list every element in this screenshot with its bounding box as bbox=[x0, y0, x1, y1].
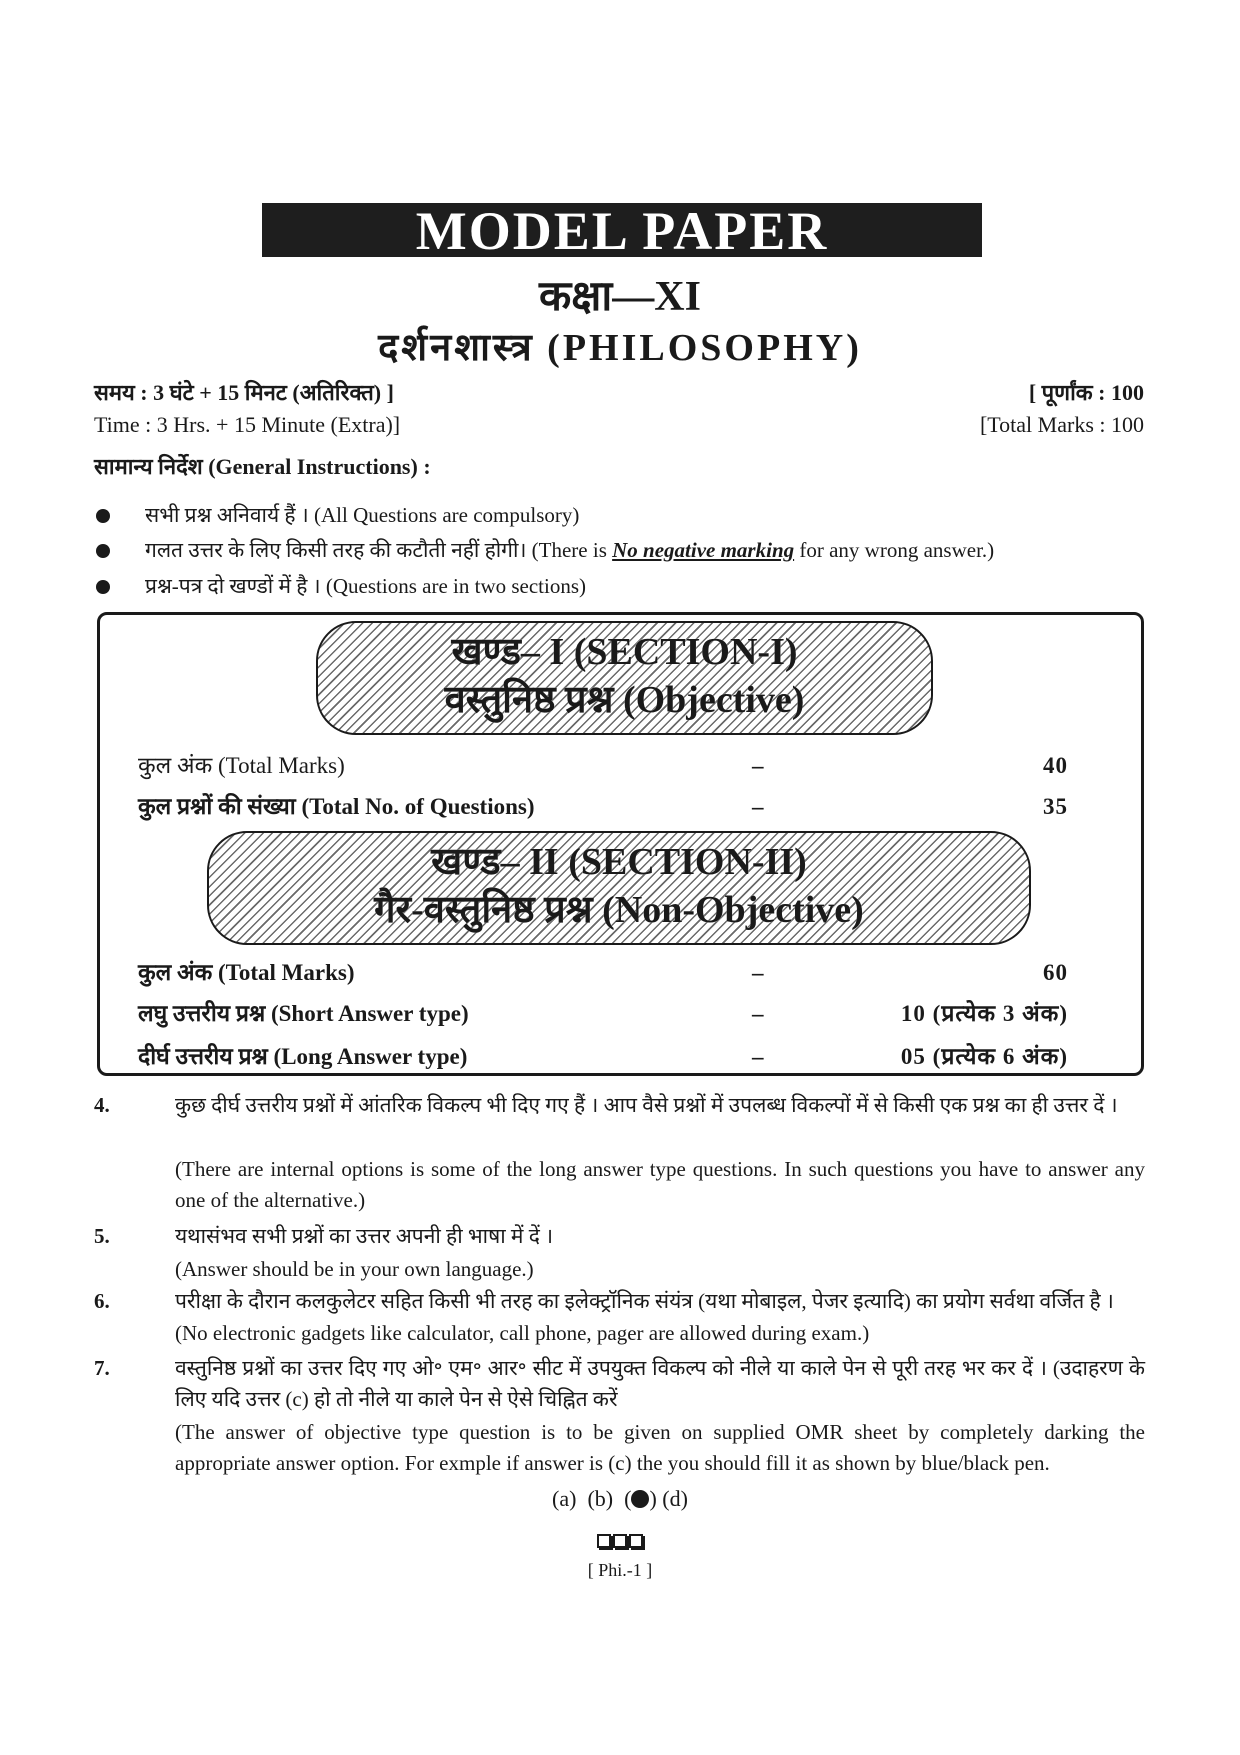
section-1-subheading: वस्तुनिष्ठ प्रश्न (Objective) bbox=[444, 679, 805, 721]
omr-option-c-close: ) bbox=[649, 1486, 657, 1511]
omr-example bbox=[0, 1484, 1240, 1514]
section-2-heading: खण्ड– II (SECTION-II) bbox=[431, 841, 807, 883]
marks-hindi: [ पूर्णांक : 100 bbox=[1028, 380, 1144, 405]
marks-english: [Total Marks : 100 bbox=[979, 412, 1144, 437]
item-7-english: (The answer of objective type question is to be given on supplied OMR sheet by completely darking the appropriate answer option. For exmple if answer is (c) the you should fill it as shown by blue/black pen. bbox=[175, 1420, 1145, 1475]
instruction-1: सभी प्रश्न अनिवार्य हैं । (All Questions are compulsory) bbox=[145, 503, 580, 527]
omr-option-b: (b) bbox=[587, 1486, 614, 1511]
bullet-icon bbox=[96, 509, 110, 523]
omr-option-a: (a) bbox=[552, 1486, 577, 1511]
item-6-number: 6. bbox=[94, 1289, 110, 1313]
bullet-icon bbox=[96, 580, 110, 594]
item-7-number: 7. bbox=[94, 1356, 110, 1380]
section-1-pill bbox=[316, 621, 933, 735]
filled-bubble-icon bbox=[631, 1490, 649, 1508]
title-banner: MODEL PAPER bbox=[262, 203, 982, 257]
subject-heading: दर्शनशास्त्र (PHILOSOPHY) bbox=[378, 327, 862, 369]
s2-long-answer-value: 05 (प्रत्येक 6 अंक) bbox=[900, 1044, 1068, 1069]
section-2-subheading: गैर-वस्तुनिष्ठ प्रश्न (Non-Objective) bbox=[374, 889, 864, 931]
item-4-number: 4. bbox=[94, 1093, 110, 1117]
class-heading: कक्षा—XI bbox=[539, 274, 701, 320]
item-5-hindi: यथासंभव सभी प्रश्नों का उत्तर अपनी ही भाषा में दें । bbox=[175, 1224, 554, 1248]
item-4-english: (There are internal options is some of the long answer type questions. In such questions you have to answer any one of the alternative.) bbox=[175, 1157, 1145, 1212]
no-negative-marking-emphasis: No negative marking bbox=[612, 538, 795, 562]
item-5-number: 5. bbox=[94, 1224, 110, 1248]
end-marker-icons bbox=[0, 1528, 1240, 1554]
item-6-english: (No electronic gadgets like calculator, call phone, pager are allowed during exam.) bbox=[175, 1321, 870, 1345]
section-2-pill bbox=[207, 831, 1031, 945]
instruction-2-text: गलत उत्तर के लिए किसी तरह की कटौती नहीं होगी। (There is bbox=[145, 538, 607, 562]
item-6-hindi: परीक्षा के दौरान कलकुलेटर सहित किसी भी तरह का इलेक्ट्रॉनिक संयंत्र (यथा मोबाइल, पेजर इत्यादि) का प्रयोग सर्वथा वर्जित है । bbox=[175, 1289, 1114, 1313]
s2-short-answer-dash: – bbox=[752, 1001, 764, 1026]
section-1-heading: खण्ड– I (SECTION-I) bbox=[451, 631, 798, 673]
s2-long-answer-label: दीर्घ उत्तरीय प्रश्न (Long Answer type) bbox=[138, 1044, 468, 1069]
square-icon bbox=[613, 1534, 627, 1548]
instruction-2 bbox=[145, 535, 994, 565]
omr-option-c-open: ( bbox=[624, 1486, 632, 1511]
s1-total-questions-label: कुल प्रश्नों की संख्या (Total No. of Questions) bbox=[138, 794, 535, 819]
bullet-icon bbox=[96, 544, 110, 558]
s1-total-marks-label: कुल अंक (Total Marks) bbox=[138, 753, 345, 778]
item-7-hindi: वस्तुनिष्ठ प्रश्नों का उत्तर दिए गए ओ॰ एम॰ आर॰ सीट में उपयुक्त विकल्प को नीले या काले पेन से पूरी तरह भर कर दें । (उदाहरण के लिए यदि उत्तर (c) हो तो नीले या काले पेन से ऐसे चिह्नित करें bbox=[175, 1356, 1145, 1411]
time-hindi: समय : 3 घंटे + 15 मिनट (अतिरिक्त) ] bbox=[94, 380, 394, 405]
instruction-2-tail: for any wrong answer.) bbox=[794, 538, 995, 562]
s1-total-questions-dash: – bbox=[752, 794, 764, 819]
s1-total-marks-dash: – bbox=[752, 753, 764, 778]
instruction-3: प्रश्न-पत्र दो खण्डों में है । (Questions are in two sections) bbox=[145, 574, 587, 598]
instructions-title: सामान्य निर्देश (General Instructions) : bbox=[94, 454, 431, 479]
item-4-hindi: कुछ दीर्घ उत्तरीय प्रश्नों में आंतरिक विकल्प भी दिए गए हैं । आप वैसे प्रश्नों में उपलब्ध विकल्पों में से किसी एक प्रश्न का ही उत्तर दें । bbox=[175, 1093, 1118, 1117]
square-icon bbox=[629, 1534, 643, 1548]
square-icon bbox=[597, 1534, 611, 1548]
s2-long-answer-dash: – bbox=[752, 1044, 764, 1069]
item-5-english: (Answer should be in your own language.) bbox=[175, 1257, 534, 1281]
s1-total-questions-value: 35 bbox=[1043, 794, 1068, 819]
s2-short-answer-label: लघु उत्तरीय प्रश्न (Short Answer type) bbox=[138, 1001, 469, 1026]
page-footer: [ Phi.-1 ] bbox=[587, 1560, 653, 1580]
omr-option-d: (d) bbox=[662, 1486, 688, 1511]
s1-total-marks-value: 40 bbox=[1043, 753, 1068, 778]
s2-total-marks-value: 60 bbox=[1043, 960, 1068, 985]
time-english: Time : 3 Hrs. + 15 Minute (Extra)] bbox=[94, 412, 401, 437]
s2-short-answer-value: 10 (प्रत्येक 3 अंक) bbox=[900, 1001, 1068, 1026]
s2-total-marks-dash: – bbox=[752, 960, 764, 985]
s2-total-marks-label: कुल अंक (Total Marks) bbox=[138, 960, 355, 985]
